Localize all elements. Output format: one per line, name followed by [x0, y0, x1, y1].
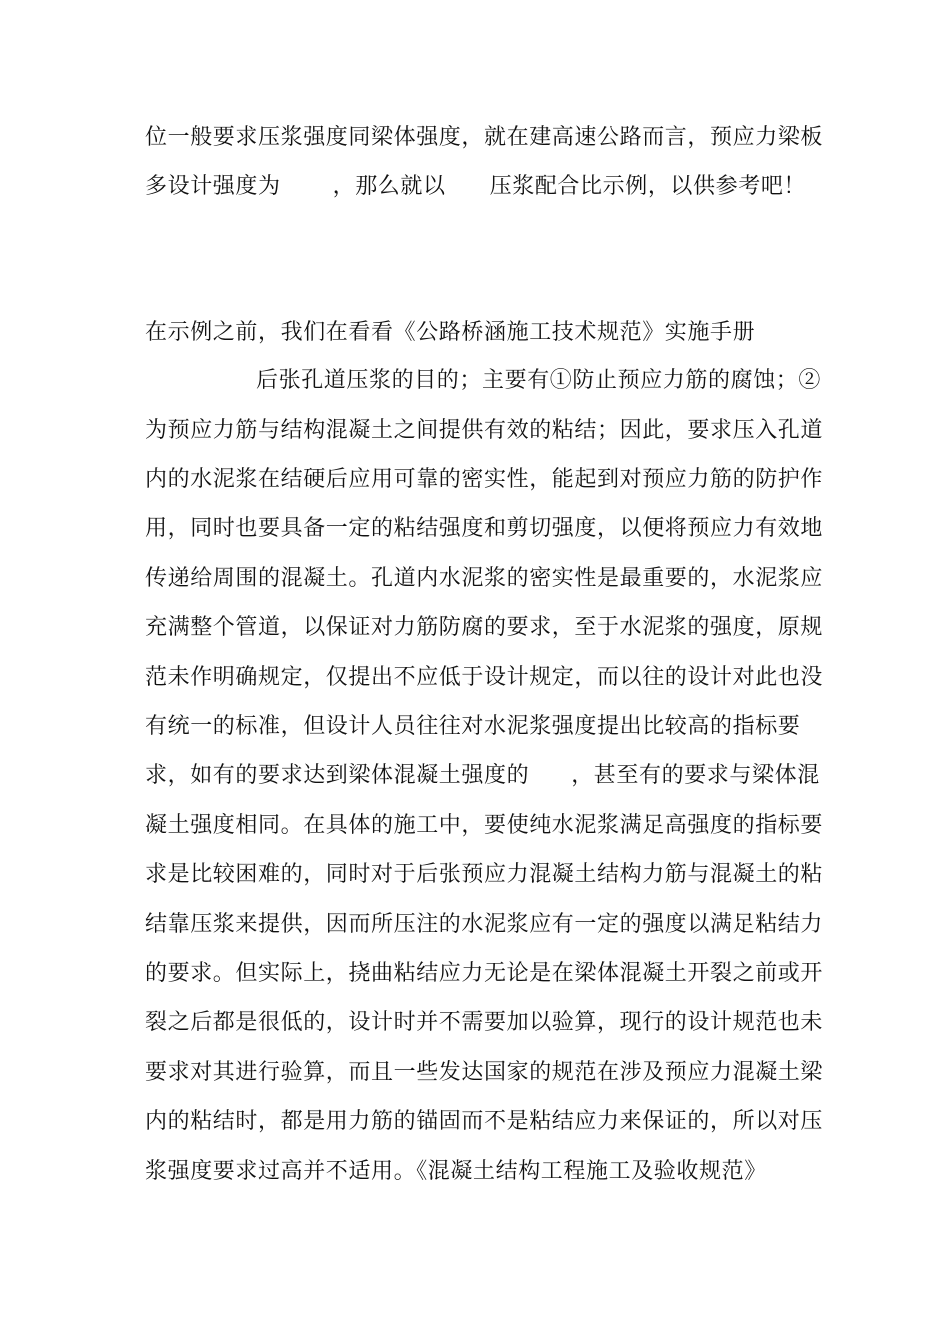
body-line-16	[145, 1107, 824, 1137]
reference-text: 在示例之前，我们在看看《公路桥涵施工技术规范》实施手册	[145, 320, 756, 345]
body-text: ，甚至有的要求与梁体混	[571, 763, 820, 788]
body-text: 浆强度要求过高并不适用。《混凝土结构工程施工及验收规范》	[145, 1159, 767, 1184]
body-line-10	[145, 811, 824, 841]
body-text: 要求对其进行验算，而且一些发达国家的规范在涉及预应力混凝土梁	[145, 1060, 824, 1085]
body-text: 范未作明确规定，仅提出不应低于设计规定，而以往的设计对此也没	[145, 665, 824, 690]
body-line-11	[145, 860, 824, 890]
body-line-15	[145, 1058, 824, 1088]
body-text: 求是比较困难的，同时对于后张预应力混凝土结构力筋与混凝土的粘	[145, 862, 824, 887]
body-text: 传递给周围的混凝土。孔道内水泥浆的密实性是最重要的，水泥浆应	[145, 566, 824, 591]
intro-text-2a: 多设计强度为	[145, 174, 281, 199]
body-line-14	[145, 1008, 824, 1038]
body-line-12	[145, 910, 824, 940]
body-text: 内的水泥浆在结硬后应用可靠的密实性，能起到对预应力筋的防护作	[145, 467, 824, 492]
reference-line	[145, 318, 810, 348]
body-text: 后张孔道压浆的目的；主要有①防止预应力筋的腐蚀；②	[256, 368, 822, 393]
body-line-6	[145, 613, 824, 643]
intro-line-2	[145, 172, 810, 202]
body-text: 的要求。但实际上，挠曲粘结应力无论是在梁体混凝土开裂之前或开	[145, 961, 824, 986]
body-text: 为预应力筋与结构混凝土之间提供有效的粘结；因此，要求压入孔道	[145, 418, 824, 443]
intro-text-2c: 压浆配合比示例，以供参考吧！	[489, 174, 807, 199]
body-text: 有统一的标准，但设计人员往往对水泥浆强度提出比较高的指标要	[145, 714, 801, 739]
body-text: 求，如有的要求达到梁体混凝土强度的	[145, 763, 530, 788]
intro-text-1: 位一般要求压浆强度同梁体强度，就在建高速公路而言，预应力梁板	[145, 125, 824, 150]
body-text: 凝土强度相同。在具体的施工中，要使纯水泥浆满足高强度的指标要	[145, 813, 824, 838]
intro-text-2b: ，那么就以	[332, 174, 446, 199]
body-line-8	[145, 712, 810, 742]
body-line-17	[145, 1157, 810, 1187]
body-line-9	[145, 761, 820, 791]
body-text: 充满整个管道，以保证对力筋防腐的要求，至于水泥浆的强度，原规	[145, 615, 824, 640]
body-line-5	[145, 564, 824, 594]
intro-line-1	[145, 123, 824, 153]
body-line-4	[145, 514, 824, 544]
body-text: 结靠压浆来提供，因而所压注的水泥浆应有一定的强度以满足粘结力	[145, 912, 824, 937]
body-line-3	[145, 465, 824, 495]
body-line-7	[145, 663, 824, 693]
body-text: 用，同时也要具备一定的粘结强度和剪切强度，以便将预应力有效地	[145, 516, 824, 541]
body-text: 裂之后都是很低的，设计时并不需要加以验算，现行的设计规范也未	[145, 1010, 824, 1035]
body-line-1	[256, 366, 822, 396]
body-text: 内的粘结时，都是用力筋的锚固而不是粘结应力来保证的，所以对压	[145, 1109, 824, 1134]
body-line-2	[145, 416, 824, 446]
body-line-13	[145, 959, 824, 989]
